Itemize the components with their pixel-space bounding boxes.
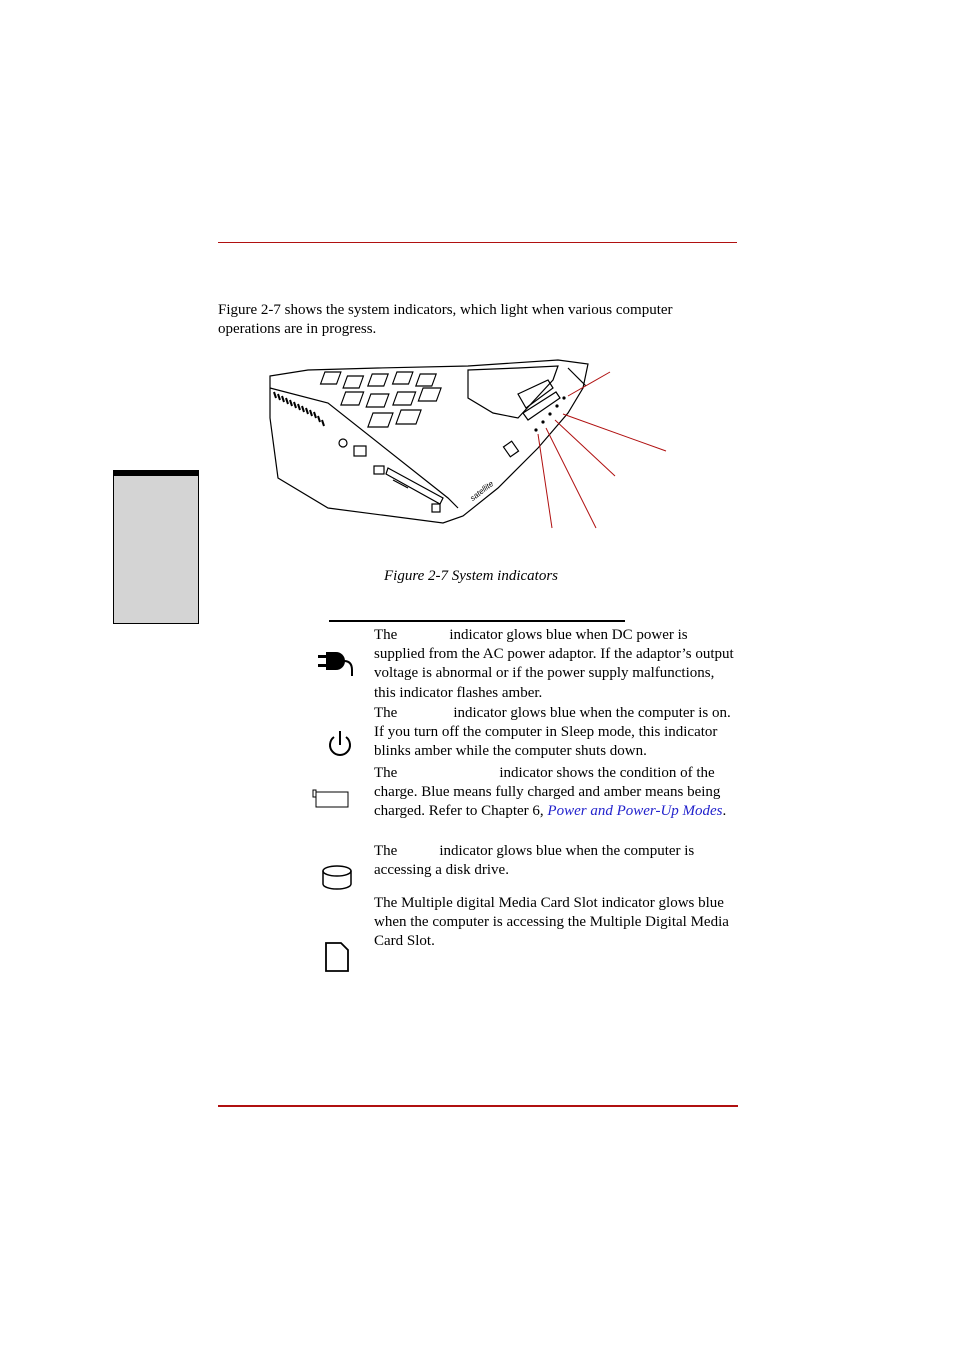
indicator-row-dc-in <box>374 626 736 703</box>
dc-in-plug-icon <box>316 646 356 678</box>
media-card-icon <box>324 941 350 973</box>
indicator-row-battery <box>374 764 736 822</box>
indicator-lead: The <box>374 627 398 643</box>
figure-caption: Figure 2-7 System indicators <box>384 568 559 584</box>
disk-drive-icon <box>320 864 354 892</box>
indicator-lead: The <box>374 843 398 859</box>
footer-rule <box>218 1105 738 1107</box>
indicator-description: indicator glows blue when DC power is supplied from the AC power adaptor. If the adaptor’s output voltage is abnormal or if the power supply malfunctions, this indicator flashes amber. <box>374 627 734 701</box>
indicator-row-media-card <box>374 894 736 952</box>
sentence-end: . <box>722 803 727 820</box>
indicator-lead: The <box>374 765 398 781</box>
battery-icon <box>312 789 350 809</box>
power-modes-link[interactable]: Power and Power-Up Modes <box>547 803 723 820</box>
laptop-logo: satellite <box>468 479 496 503</box>
table-header-rule <box>329 620 625 622</box>
indicator-description: indicator shows the condition of the charge. Blue means fully charged and amber means being charged. Refer to Chapter 6, <box>374 765 721 820</box>
chapter-side-tab <box>113 470 199 624</box>
intro-paragraph: Figure 2-7 shows the system indicators, which light when various computer operations are in progress. <box>218 302 673 337</box>
indicator-description: indicator glows blue when the computer is on. If you turn off the computer in Sleep mode, this indicator blinks amber while the computer shuts down. <box>374 705 731 760</box>
indicator-description: indicator glows blue when the computer is accessing a disk drive. <box>374 843 695 879</box>
header-rule <box>218 242 737 243</box>
system-indicators-figure <box>268 358 688 533</box>
indicator-row-power <box>374 704 736 762</box>
indicator-description: The Multiple digital Media Card Slot indicator glows blue when the computer is accessing the Multiple Digital Media Card Slot. <box>374 895 729 950</box>
power-icon <box>326 729 354 759</box>
indicator-row-disk <box>374 842 736 880</box>
indicator-lead: The <box>374 705 398 721</box>
